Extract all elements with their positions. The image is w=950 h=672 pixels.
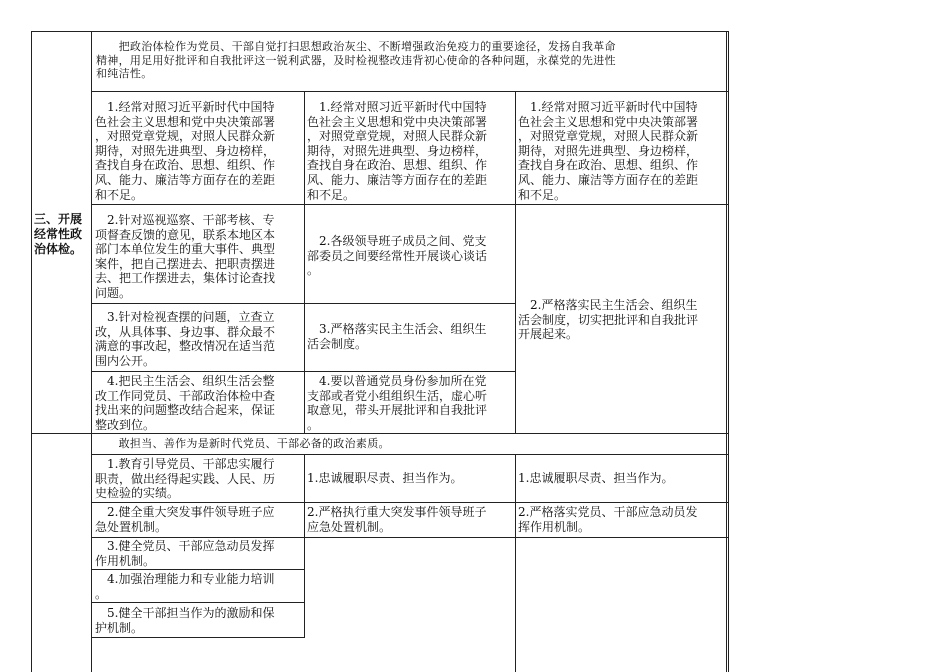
border-right-inner [728, 31, 729, 672]
measure-cell: 3.严格落实民主生活会、组织生 活会制度。 [307, 322, 487, 351]
measure-cell: 2.严格落实民主生活会、组织生 活会制度，切实把批评和自我批评 开展起来。 [518, 298, 699, 342]
measure-cell: 2.针对巡视巡察、干部考核、专 项督查反馈的意见，联系本地区本 部门本单位发生的重大事件、典型 案件，把自己摆进去、把职责摆进 去、把工作摆进去，集体讨论查找 问题。 [95, 213, 276, 300]
measure-cell: 1.经常对照习近平新时代中国特 色社会主义思想和党中央决策部署 ，对照党章党规，对照人民群众新 期待，对照先进典型、身边榜样， 查找自身在政治、思想、组织、作 风、能力、廉洁等方面存在的差距 和不足。 [518, 100, 699, 202]
measure-cell: 2.严格落实党员、干部应急动员发 挥作用机制。 [518, 505, 698, 534]
measure-cell: 1.忠诚履职尽责、担当作为。 [518, 471, 674, 485]
border-s4-row1 [91, 502, 729, 503]
measure-cell: 3.健全党员、干部应急动员发挥 作用机制。 [95, 539, 275, 568]
border-col3 [515, 92, 516, 433]
measure-cell: 3.针对检视查摆的问题，立查立 改，从具体事、身边事、群众最不 满意的事改起，整改情况在适当范 围内公开。 [95, 310, 276, 368]
border-s4-row5 [91, 637, 305, 638]
measure-cell: 4.加强治理能力和专业能力培训 。 [95, 572, 275, 601]
border-right [726, 31, 727, 672]
section-intro: 敢担当、善作为是新时代党员、干部必备的政治素质。 [96, 437, 390, 450]
border-top [31, 31, 729, 32]
section-intro: 把政治体检作为党员、干部自觉打扫思想政治灰尘、不断增强政治免疫力的重要途径，发扬自我革命 精神，用足用好批评和自我批评这一锐利武器，及时检视整改违背初心使命的各种问题，永葆党的先进性 和纯洁性。 [96, 40, 616, 81]
measure-cell: 1.忠诚履职尽责、担当作为。 [307, 471, 463, 485]
border-section-col [91, 31, 92, 672]
border-col3-s4 [515, 454, 516, 672]
measure-cell: 1.经常对照习近平新时代中国特 色社会主义思想和党中央决策部署 ，对照党章党规，对照人民群众新 期待，对照先进典型、身边榜样， 查找自身在政治、思想、组织、作 风、能力、廉洁等方面存在的差距 和不足。 [95, 100, 276, 202]
measure-cell: 2.各级领导班子成员之间、党支 部委员之间要经常性开展谈心谈话 。 [307, 234, 488, 278]
measure-cell: 2.严格执行重大突发事件领导班子 应急处置机制。 [307, 505, 487, 534]
border-left [31, 31, 32, 672]
border-row2 [91, 303, 516, 304]
section-title: 三、开展 经常性政 治体检。 [34, 212, 83, 256]
measure-cell: 4.要以普通党员身份参加所在党 支部或者党小组组织生活，虚心听 取意见，带头开展批评和自我批评 。 [307, 374, 488, 432]
border-intro-bottom [91, 91, 729, 92]
border-row3 [91, 371, 516, 372]
border-section3-bottom [31, 433, 729, 434]
border-col2 [304, 92, 305, 433]
border-s4-row2 [91, 537, 729, 538]
border-s4-row4 [91, 602, 305, 603]
measure-cell: 4.把民主生活会、组织生活会整 改工作同党员、干部政治体检中查 找出来的问题整改结合起来，保证 整改到位。 [95, 374, 276, 432]
measure-cell: 2.健全重大突发事件领导班子应 急处置机制。 [95, 505, 275, 534]
border-col2-s4 [304, 454, 305, 638]
measure-cell: 1.教育引导党员、干部忠实履行 职责，做出经得起实践、人民、历 史检验的实绩。 [95, 457, 276, 501]
border-s4-row3 [91, 569, 305, 570]
border-row1 [91, 204, 729, 205]
border-intro4-bottom [91, 454, 729, 455]
measure-cell: 1.经常对照习近平新时代中国特 色社会主义思想和党中央决策部署 ，对照党章党规，对照人民群众新 期待，对照先进典型、身边榜样， 查找自身在政治、思想、组织、作 风、能力、廉洁等方面存在的差距 和不足。 [307, 100, 488, 202]
measure-cell: 5.健全干部担当作为的激励和保 护机制。 [95, 606, 275, 635]
